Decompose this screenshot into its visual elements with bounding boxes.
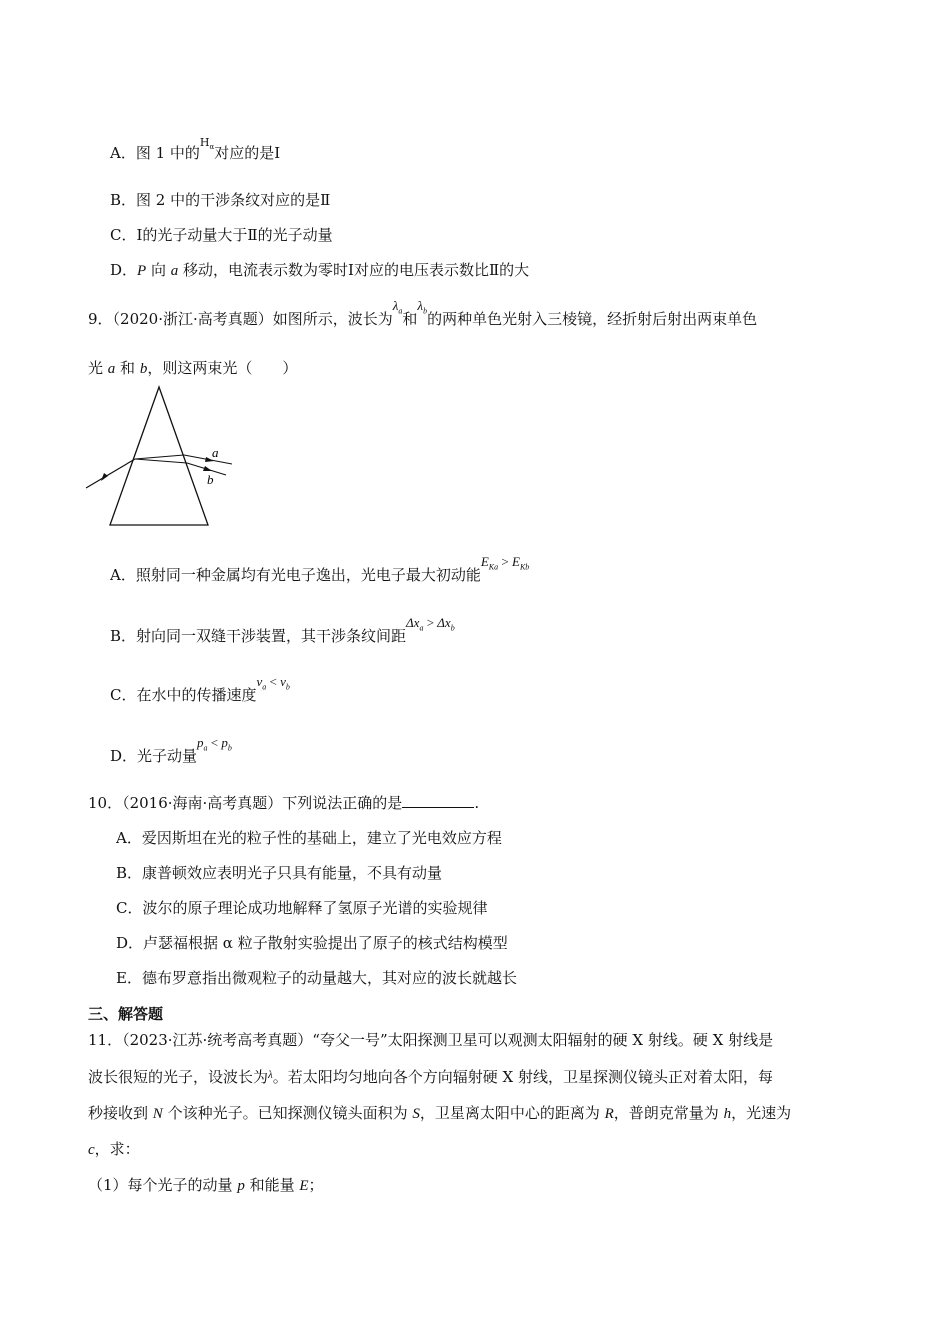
q9-option-d — [110, 735, 232, 767]
q9-stem-line1 — [88, 298, 758, 330]
q10-option-a: A．爱因斯坦在光的粒子性的基础上，建立了光电效应方程 — [116, 829, 502, 847]
q9-b-text: B．射向同一双缝干涉装置，其干涉条纹间距 — [110, 627, 407, 645]
q11-line3-mid2: ，卫星离太阳中心的距离为 — [419, 1104, 605, 1122]
dx-b-sub: b — [450, 623, 455, 633]
e-kb-sub: Kb — [519, 562, 530, 572]
q10-option-b: B．康普顿效应表明光子只具有能量，不具有动量 — [116, 864, 443, 882]
q11-line3-pre: 秒接收到 — [88, 1104, 153, 1122]
q11-lambda: λ — [268, 1069, 273, 1081]
q11-line3 — [88, 1102, 791, 1123]
figure-label-b: b — [207, 472, 214, 487]
var-h: h — [723, 1106, 732, 1122]
option-d-mid: 向 — [146, 261, 171, 279]
q9-line2-pre: 光 — [88, 359, 108, 377]
option-a-text: A．图 1 中的 — [110, 144, 200, 162]
alpha-subscript: α — [209, 143, 215, 152]
p-a-sub: a — [203, 743, 208, 753]
p-b-sub: b — [227, 743, 232, 753]
q10-stem-end: . — [474, 794, 480, 812]
prism-figure — [84, 385, 244, 530]
refracted-ray-b-inside — [135, 459, 187, 463]
q10-stem — [88, 792, 479, 813]
var-s: S — [412, 1106, 420, 1122]
h-symbol: H — [199, 136, 210, 149]
v-a: v — [256, 674, 263, 689]
q11-subquestion-1 — [88, 1174, 324, 1195]
q9-option-a — [110, 554, 530, 586]
v-b-sub: b — [285, 682, 290, 692]
q9-d-formula — [197, 735, 232, 753]
v-a-sub: a — [262, 682, 267, 692]
q9-stem-start: 9．（2020·浙江·高考真题）如图所示，波长为 — [88, 310, 393, 328]
e-ka-sub: Ka — [488, 562, 499, 572]
op-lt: < — [266, 674, 281, 689]
var-a: a — [170, 263, 179, 279]
q9-stem-line2 — [88, 357, 297, 378]
lambda-a-sub: a — [398, 306, 403, 316]
lambda-a — [392, 298, 403, 316]
lambda-a-symbol: λ — [392, 298, 399, 313]
q9-line2-post: ，则这两束光（ ） — [147, 359, 298, 377]
dx-a: Δx — [406, 615, 420, 630]
beam-a-var: a — [107, 361, 116, 377]
op-gt: > — [498, 554, 512, 569]
e-kb: E — [511, 554, 520, 569]
sub1-post: ； — [308, 1176, 324, 1194]
dx-a-sub: a — [419, 623, 424, 633]
var-r: R — [604, 1106, 614, 1122]
q9-and: 和 — [402, 310, 418, 328]
q11-line4 — [88, 1138, 140, 1159]
q11-line4-post: ，求： — [94, 1140, 140, 1158]
q11-line3-post: ，光速为 — [731, 1104, 792, 1122]
answer-blank[interactable] — [402, 793, 474, 808]
beam-b-var: b — [139, 361, 148, 377]
q8-option-d — [110, 259, 529, 280]
lambda-b — [417, 298, 428, 316]
figure-label-a: a — [212, 445, 219, 460]
q9-c-text: C．在水中的传播速度 — [110, 686, 257, 704]
refracted-ray-a-inside — [135, 455, 184, 459]
dx-b: Δx — [437, 615, 451, 630]
q11-line3-mid3: ，普朗克常量为 — [613, 1104, 724, 1122]
var-p: P — [137, 263, 147, 279]
p-a: p — [197, 735, 204, 750]
q9-a-text: A．照射同一种金属均有光电子逸出，光电子最大初动能 — [110, 566, 481, 584]
q11-line1: 11．（2023·江苏·统考高考真题）“夸父一号”太阳探测卫星可以观测太阳辐射的硬 X 射线。硬 X 射线是 — [88, 1031, 774, 1049]
q10-option-d: D．卢瑟福根据 α 粒子散射实验提出了原子的核式结构模型 — [116, 934, 508, 952]
e-ka: E — [480, 554, 489, 569]
var-p-momentum: p — [237, 1178, 245, 1194]
q9-c-formula — [256, 674, 290, 692]
q10-stem-text: 10．（2016·海南·高考真题）下列说法正确的是 — [88, 794, 403, 812]
q9-line2-mid: 和 — [115, 359, 140, 377]
q11-line2-pre: 波长很短的光子，设波长为 — [88, 1068, 269, 1086]
option-d-label: D． — [110, 261, 138, 279]
v-b: v — [280, 674, 286, 689]
q9-b-formula — [406, 615, 455, 633]
q11-line2-post: 。若太阳均匀地向各个方向辐射硬 X 射线，卫星探测仪镜头正对着太阳，每 — [272, 1068, 773, 1086]
incident-arrow-icon — [101, 473, 108, 481]
h-alpha-symbol — [199, 136, 215, 152]
option-d-tail: 移动，电流表示数为零时Ⅰ对应的电压表示数比Ⅱ的大 — [178, 261, 530, 279]
lambda-b-symbol: λ — [417, 298, 424, 313]
var-n: N — [152, 1106, 163, 1122]
option-a-tail: 对应的是Ⅰ — [214, 144, 281, 162]
q8-option-a — [110, 136, 281, 163]
p-b: p — [221, 735, 228, 750]
op-gt-b: > — [423, 615, 438, 630]
q9-d-text: D．光子动量 — [110, 747, 198, 765]
q11-line2 — [88, 1066, 773, 1087]
q8-option-b: B．图 2 中的干涉条纹对应的是Ⅱ — [110, 191, 331, 209]
var-c: c — [88, 1142, 95, 1158]
beam-b-arrow-icon — [203, 466, 212, 471]
section-heading: 三、解答题 — [88, 1005, 164, 1023]
q10-option-c: C．波尔的原子理论成功地解释了氢原子光谱的实验规律 — [116, 899, 488, 917]
q9-option-c — [110, 674, 290, 706]
lambda-b-sub: b — [423, 306, 428, 316]
op-lt-d: < — [207, 735, 222, 750]
sub1-pre: （1）每个光子的动量 — [88, 1176, 238, 1194]
q8-option-c: C．Ⅰ的光子动量大于Ⅱ的光子动量 — [110, 226, 333, 244]
q9-a-formula — [480, 554, 530, 572]
q10-option-e: E．德布罗意指出微观粒子的动量越大，其对应的波长就越长 — [116, 969, 517, 987]
q9-stem-end: 的两种单色光射入三棱镜，经折射后射出两束单色 — [427, 310, 758, 328]
prism-triangle — [110, 387, 208, 525]
q11-line3-mid1: 个该种光子。已知探测仪镜头面积为 — [162, 1104, 413, 1122]
var-e-energy: E — [299, 1178, 309, 1194]
sub1-mid: 和能量 — [244, 1176, 300, 1194]
